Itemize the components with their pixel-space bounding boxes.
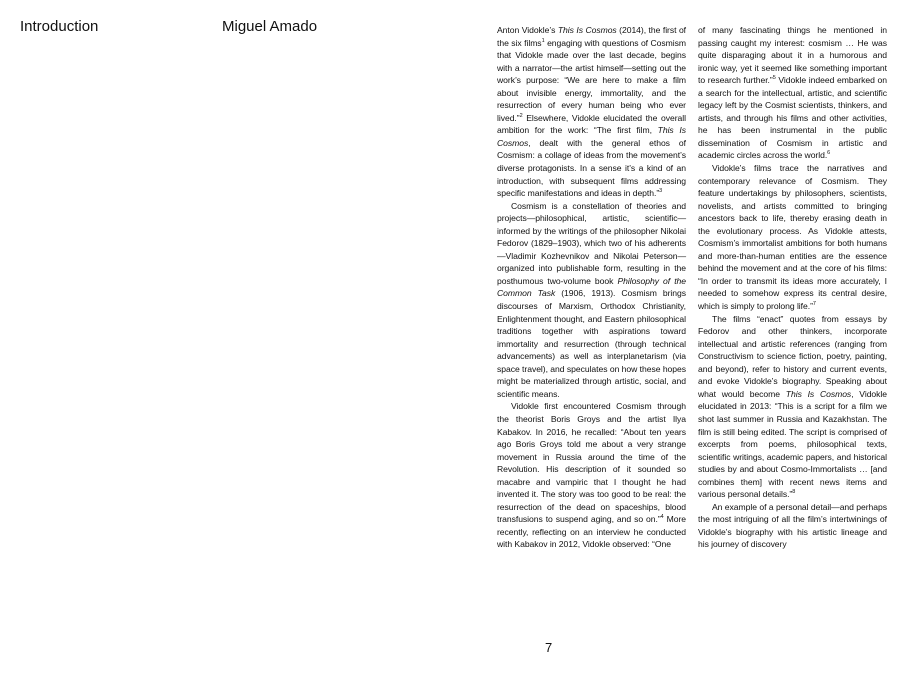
paragraph [497,200,686,401]
text-run: Vidokle indeed embarked on a search for the intellectual, artistic, and scientific legacy left by the Cosmist scientists, thinkers, and artists, and through his films and other activities, he has been instrumental in the public dissemination of Cosmism in artistic and academic circles across the world. [698,75,887,161]
section-title: Introduction [20,18,99,35]
text-run: , Vidokle elucidated in 2013: “This is a script for a film we shot last summer in Russia and Kazakhstan. The film is still being edited. The script is comprised of excerpts from poems, philosophical texts, scientific writings, academic papers, and historical studies by and about Cosmo-Immortalists … [and combines them] with recent news items and various personal details.” [698,388,887,500]
paragraph [698,313,887,501]
footnote-ref: 2 [519,112,523,119]
footnote-ref: 6 [827,150,831,157]
text-run: The films “enact” quotes from essays by Fedorov and other thinkers, incorporate intellectual and artistic references (ranging from Constructivism to science fiction, poetry, painting, and beyond), refer to history and current events, and evoke Vidokle’s biography. Speaking about what would become [698,313,887,399]
text-run: Vidokle first encountered Cosmism through the theorist Boris Groys and the artist Ilya Kabakov. In 2016, he recalled: “About ten years ago Boris Groys told me about a very strange movement in Russia around the time of the Revolution. His description of it sounded so macabre and vampiric that I thought he had invented it. The story was too good to be real: the resurrection of the dead on spaceships, blood transfusions to suspend aging, and so on.” [497,401,686,525]
paragraph [698,501,887,551]
footnote-ref: 5 [772,75,776,82]
footnote-ref: 1 [541,37,545,44]
text-run: More recently, reflecting on an interview he conducted with Kabakov in 2012, Vidokle observed: “One [497,514,687,550]
film-title: This Is Cosmos [497,125,686,148]
text-run: An example of a personal detail—and perhaps the most intriguing of all the film’s intertwinings of Vidokle’s biography with his artistic lineage and his journey of discovery [698,501,887,550]
page-number: 7 [545,640,553,655]
film-title: This Is Cosmos [785,388,852,399]
text-run: Anton Vidokle’s [497,25,558,35]
text-column-right [698,24,887,551]
paragraph [497,400,686,551]
text-run: (2014), the first of the six films [497,25,687,48]
book-title: Philosophy of the Common Task [497,275,686,299]
footnote-ref: 8 [792,489,796,496]
paragraph [497,24,686,200]
text-run: Cosmism is a constellation of theories and projects—philosophical, artistic, scientific—informed by the writings of the philosopher Nikolai Fedorov (1829–1903), which two of his adherents—Vladimir Kozhevnikov and Nikolai Peterson—organized into publishable form, resulting in the posthumous two-volume book [497,200,686,286]
footnote-ref: 4 [660,514,664,521]
text-run: , dealt with the general ethos of Cosmism: a collage of ideas from the movement’s diverse protagonists. In a sense it’s a kind of an introduction, with subsequent films addressing specific manifestations and ideas in depth.” [497,137,686,199]
footnote-ref: 7 [812,301,816,308]
paragraph [698,24,887,162]
author-name: Miguel Amado [222,18,318,35]
text-column-left [497,24,686,551]
footnote-ref: 3 [659,188,663,195]
text-run: (1906, 1913). Cosmism brings discourses of Marxism, Orthodox Christianity, Enlightenment thought, and Eastern philosophical traditions together with aspirations toward immortality and resurrection (through technical advancements) as well as interplanetarism (via space travel), and speculates on how these hopes might be materialized through artistic, social, and scientific means. [497,288,686,399]
text-run: of many fascinating things he mentioned in passing caught my interest: cosmism … He was quite disparaging about it in a humorous and ironic way, yet it seemed like something important to research further.” [698,25,887,86]
text-run: Elsewhere, Vidokle elucidated the overall ambition for the work: “The first film, [497,112,686,136]
film-title: This Is Cosmos [557,25,617,35]
paragraph [698,162,887,313]
text-run: engaging with questions of Cosmism that Vidokle made over the last decade, begins with a narrator—the artist himself—setting out the work’s purpose: “We are here to make a film about invisible energy, immortality, and the resurrection of every human being who ever lived.” [497,37,686,123]
text-run: Vidokle’s films trace the narratives and contemporary relevance of Cosmism. They feature undertakings by philosophers, scientists, novelists, and artists committed to bringing ancestors back to life, thereby erasing death in the evolutionary process. As Vidokle attests, Cosmism’s immortalist ambitions for both humans and more-than-human entities are the essence behind the movement and at the core of his films: “In order to transmit its ideas more accurately, I needed to somehow express its central desire, which is simply to prolong life.” [698,163,887,312]
